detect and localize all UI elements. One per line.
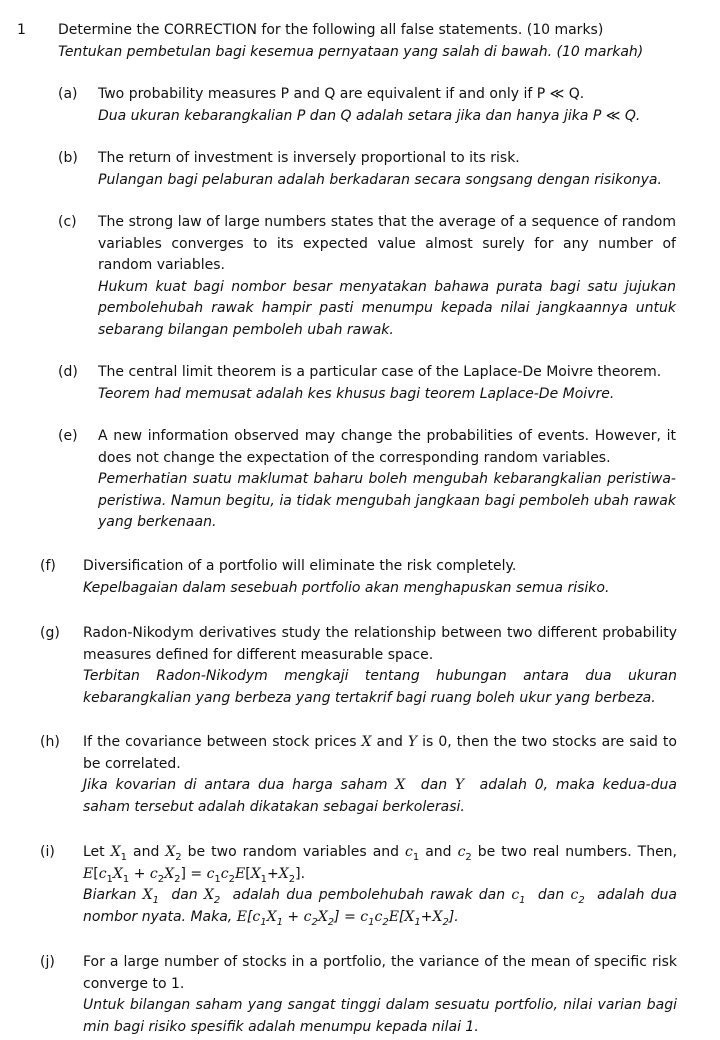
item-text-malay: Pulangan bagi pelaburan adalah berkadaran secara songsang dengan risikonya.	[98, 171, 662, 188]
item-text-malay: Jika kovarian di antara dua harga saham X dan Y adalah 0, maka kedua-dua saham tersebut adalah dikatakan sebagai berkolerasi.	[83, 777, 677, 815]
item-text-malay: Pemerhatian suatu maklumat baharu boleh mengubah kebarangkalian peristiwa-peristiwa. Namun begitu, ia tidak mengubah jangkaan bagi pemboleh ubah rawak yang berkenaan.	[98, 471, 676, 531]
instruction-malay: Tentukan pembetulan bagi kesemua pernyataan yang salah di bawah. (10 markah)	[58, 44, 644, 60]
item-body	[98, 212, 676, 342]
item-body	[83, 842, 677, 928]
item-label: (b)	[58, 150, 78, 166]
item-text-english: Diversification of a portfolio will eliminate the risk completely.	[83, 558, 517, 574]
item-text-malay: Untuk bilangan saham yang sangat tinggi dalam sesuatu portfolio, nilai varian bagi min bagi risiko spesifik adalah menumpu kepada nilai 1.	[83, 997, 677, 1035]
item-label: (e)	[58, 428, 78, 444]
item-text-english: A new information observed may change the probabilities of events. However, it does not change the expectation of the corresponding random variables.	[98, 428, 676, 466]
item-text-malay: Hukum kuat bagi nombor besar menyatakan bahawa purata bagi satu jujukan pembolehubah rawak hampir pasti menumpu kepada nilai jangkaannya untuk sebarang bilangan pemboleh ubah rawak.	[98, 278, 676, 338]
item-text-malay: Teorem had memusat adalah kes khusus bagi teorem Laplace-De Moivre.	[98, 385, 615, 402]
item-text-english: Radon-Nikodym derivatives study the relationship between two different probability measures defined for different measurable space.	[83, 625, 677, 663]
item-text-malay: Biarkan $X_1$ dan $X_2$ adalah dua pembolehubah rawak dan $c_1$ dan $c_2$ adalah dua nombor nyata. Maka, $E[c_1X_1 + c_2X_2] = c_1c_2E[X_1+X_2]$.	[83, 887, 678, 928]
item-label: (i)	[40, 844, 55, 860]
item-text-english: If the covariance between stock prices X and Y is 0, then the two stocks are said to be correlated.	[83, 734, 677, 772]
question-number: 1	[17, 22, 26, 38]
item-text-english: Two probability measures P and Q are equivalent if and only if P ≪ Q.	[98, 86, 585, 102]
item-body	[83, 732, 677, 818]
item-label: (j)	[40, 954, 55, 970]
question-instruction	[58, 19, 698, 63]
item-text-english: The return of investment is inversely proportional to its risk.	[98, 150, 520, 166]
item-body	[98, 148, 698, 191]
item-label: (a)	[58, 86, 78, 102]
item-label: (c)	[58, 214, 77, 230]
item-text-english: Let $X_1$ and $X_2$ be two random variables and $c_1$ and $c_2$ be two real numbers. Then, $E[c_1X_1 + c_2X_2] = c_1c_2E[X_1+X_2]$.	[83, 844, 678, 885]
item-label: (h)	[40, 734, 60, 750]
item-text-malay: Kepelbagaian dalam sesebuah portfolio akan menghapuskan semua risiko.	[83, 579, 610, 596]
item-label: (d)	[58, 364, 78, 380]
instruction-english: Determine the CORRECTION for the following all false statements. (10 marks)	[58, 22, 604, 38]
item-body	[83, 952, 677, 1038]
item-label: (g)	[40, 625, 60, 641]
item-text-malay: Terbitan Radon-Nikodym mengkaji tentang hubungan antara dua ukuran kebarangkalian yang berbeza yang tertakrif bagi ruang boleh ukur yang berbeza.	[83, 668, 677, 706]
item-body	[83, 556, 700, 599]
item-body	[98, 426, 676, 534]
item-body	[98, 84, 698, 127]
item-body	[83, 623, 677, 709]
item-label: (f)	[40, 558, 56, 574]
item-text-english: The central limit theorem is a particular case of the Laplace-De Moivre theorem.	[98, 364, 662, 380]
item-body	[98, 362, 698, 405]
item-text-english: For a large number of stocks in a portfolio, the variance of the mean of specific risk converge to 1.	[83, 954, 677, 992]
item-text-malay: Dua ukuran kebarangkalian P dan Q adalah setara jika dan hanya jika P ≪ Q.	[98, 107, 641, 124]
item-text-english: The strong law of large numbers states that the average of a sequence of random variables converges to its expected value almost surely for any number of random variables.	[98, 214, 676, 274]
